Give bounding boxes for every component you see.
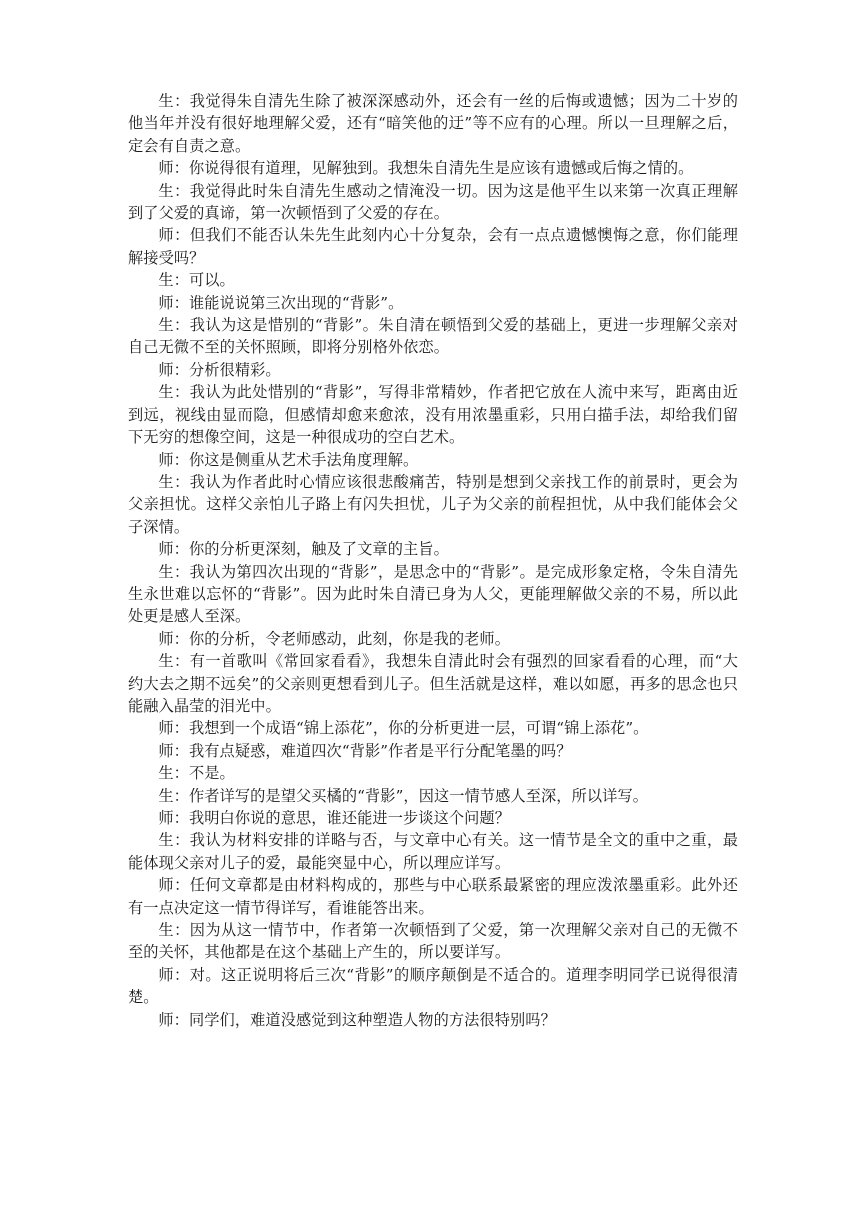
dialogue-paragraph: 师：但我们不能否认朱先生此刻内心十分复杂，会有一点点遗憾懊悔之意，你们能理解接受吗？ — [128, 226, 738, 267]
dialogue-paragraph: 生：我认为此处惜别的“背影”，写得非常精妙，作者把它放在人流中来写，距离由近到远，视线由显而隐，但感情却愈来愈浓，没有用浓墨重彩，只用白描手法，却给我们留下无穷的想像空间，这是一种很成功的空白艺术。 — [128, 383, 738, 447]
dialogue-paragraph: 生：我认为作者此时心情应该很悲酸痛苦，特别是想到父亲找工作的前景时，更会为父亲担忧。这样父亲怕儿子路上有闪失担忧，儿子为父亲的前程担忧，从中我们能体会父子深情。 — [128, 472, 738, 536]
dialogue-paragraph: 生：我认为这是惜别的“背影”。朱自清在顿悟到父爱的基础上，更进一步理解父亲对自己无微不至的关怀照顾，即将分别格外依恋。 — [128, 316, 738, 357]
dialogue-paragraph: 师：同学们，难道没感觉到这种塑造人物的方法很特别吗？ — [158, 1010, 556, 1029]
dialogue-paragraph: 师：你的分析，令老师感动，此刻，你是我的老师。 — [158, 629, 511, 648]
dialogue-paragraph: 生：我觉得朱自清先生除了被深深感动外，还会有一丝的后悔或遗憾；因为二十岁的他当年并没有很好地理解父爱，还有“暗笑他的迂”等不应有的心理。所以一旦理解之后，定会有自责之意。 — [128, 92, 738, 155]
dialogue-paragraph: 师：任何文章都是由材料构成的，那些与中心联系最紧密的理应泼浓墨重彩。此外还有一点决定这一情节得详写，看谁能答出来。 — [128, 876, 738, 917]
dialogue-paragraph: 师：你的分析更深刻，触及了文章的主旨。 — [158, 540, 449, 559]
dialogue-paragraph: 师：我有点疑惑，难道四次“背影”作者是平行分配笔墨的吗？ — [158, 741, 572, 760]
dialogue-paragraph: 师：对。这正说明将后三次“背影”的顺序颠倒是不适合的。道理李明同学已说得很清楚。 — [128, 965, 738, 1007]
dialogue-paragraph: 生：我认为材料安排的详略与否，与文章中心有关。这一情节是全文的重中之重，最能体现父亲对儿子的爱，最能突显中心，所以理应详写。 — [128, 831, 738, 872]
dialogue-paragraph: 师：谁能说说第三次出现的“背影”。 — [158, 293, 404, 312]
dialogue-paragraph: 师：你这是侧重从艺术手法角度理解。 — [158, 450, 419, 469]
dialogue-paragraph: 生：有一首歌叫《常回家看看》，我想朱自清此时会有强烈的回家看看的心理，而“大约大去之期不远矣”的父亲则更想看到儿子。但生活就是这样，难以如愿，再多的思念也只能融入晶莹的泪光中。 — [128, 652, 738, 715]
dialogue-paragraph: 生：我认为第四次出现的“背影”，是思念中的“背影”。是完成形象定格，令朱自清先生永世难以忘怀的“背影”。因为此时朱自清已身为人父，更能理解做父亲的不易，所以此处更是感人至深。 — [128, 562, 738, 626]
dialogue-paragraph: 师：我明白你说的意思，谁还能进一步谈这个问题？ — [158, 809, 511, 827]
dialogue-paragraph: 师：你说得很有道理，见解独到。我想朱自清先生是应该有遗憾或后悔之情的。 — [158, 159, 694, 178]
dialogue-paragraph: 师：我想到一个成语“锦上添花”，你的分析更进一层，可谓“锦上添花”。 — [158, 719, 649, 738]
dialogue-paragraph: 师：分析很精彩。 — [158, 360, 281, 379]
dialogue-paragraph: 生：我觉得此时朱自清先生感动之情淹没一切。因为这是他平生以来第一次真正理解到了父爱的真谛，第一次顿悟到了父爱的存在。 — [128, 181, 738, 223]
dialogue-paragraph: 生：作者详写的是望父买橘的“背影”，因这一情节感人至深，所以详写。 — [158, 786, 649, 805]
document-page — [128, 90, 738, 1031]
dialogue-paragraph: 生：因为从这一情节中，作者第一次顿悟到了父爱，第一次理解父亲对自己的无微不至的关怀，其他都是在这个基础上产生的，所以要详写。 — [128, 921, 738, 962]
dialogue-paragraph: 生：可以。 — [158, 271, 235, 290]
dialogue-paragraph: 生：不是。 — [158, 764, 235, 783]
